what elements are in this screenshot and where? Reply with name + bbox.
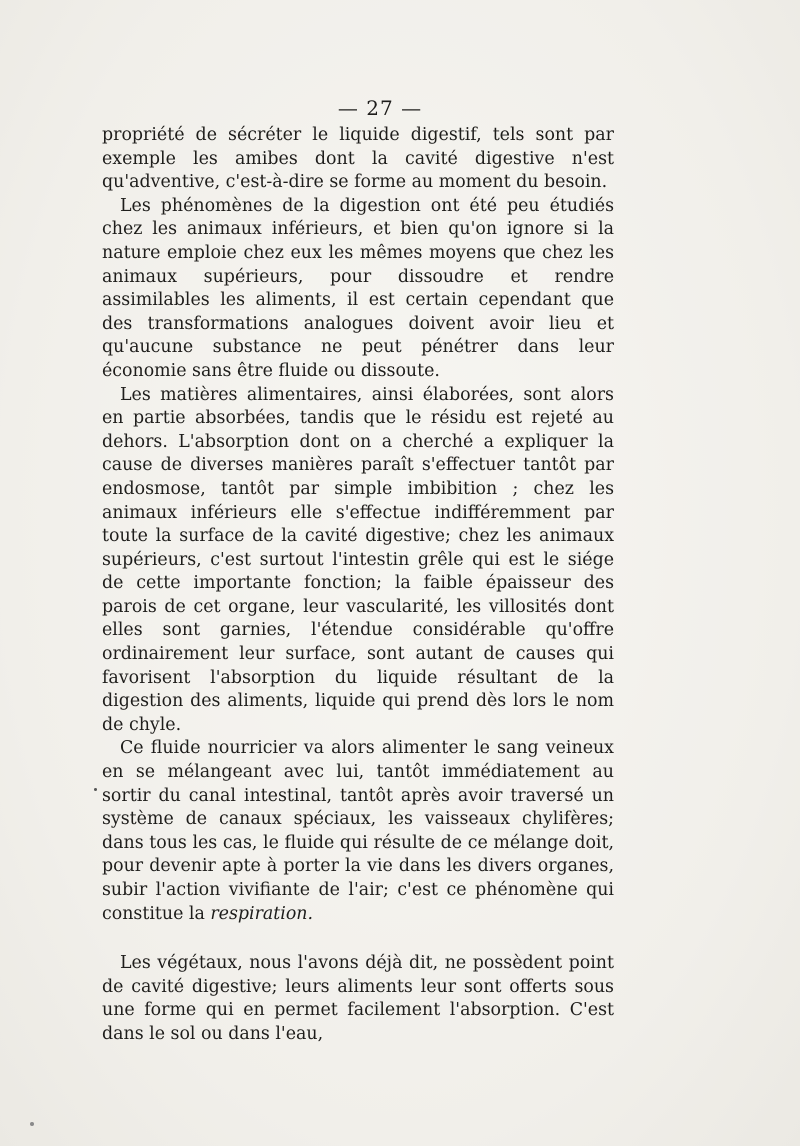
paragraph-respiration xyxy=(102,737,614,926)
paragraph-vegetaux: Les végétaux, nous l'avons déjà dit, ne possèdent point de cavité digestive; leurs aliments leur sont offerts sous une forme qui en permet facilement l'absorption. C'est dans le sol ou dans l'eau, xyxy=(102,953,614,1044)
ink-speck xyxy=(30,1122,34,1126)
paragraph-respiration-text: Ce fluide nourricier va alors alimenter le sang veineux en se mélangeant avec lui, tantôt immédiatement au sortir du canal intestinal, tantôt après avoir traversé un système de canaux spéciaux, les vaisseaux chylifères; dans tous les cas, le fluide qui résulte de ce mélange doit, pour devenir apte à porter la vie dans les divers organes, subir l'action vivifiante de l'air; c'est ce phénomène qui constitue la xyxy=(102,738,614,924)
paragraph-digestion: Les phénomènes de la digestion ont été peu étudiés chez les animaux inférieurs, et bien qu'on ignore si la nature emploie chez eux les mêmes moyens que chez les animaux supérieurs, pour dissoudre et rendre assimilables les aliments, il est certain cependant que des transformations analogues doivent avoir lieu et qu'aucune substance ne peut pénétrer dans leur économie sans être fluide ou dissoute. xyxy=(102,195,614,381)
paragraph-continuation: propriété de sécréter le liquide digestif, tels sont par exemple les amibes dont la cavité digestive n'est qu'adventive, c'est-à-dire se forme au moment du besoin. xyxy=(102,125,614,193)
body-text xyxy=(102,124,614,1047)
respiration-term: respiration. xyxy=(210,903,314,924)
page-number: — 27 — xyxy=(337,96,423,120)
paragraph-absorption: Les matières alimentaires, ainsi élaborées, sont alors en partie absorbées, tandis que le résidu est rejeté au dehors. L'absorption dont on a cherché a expliquer la cause de diverses manières paraît s'effectuer tantôt par endosmose, tantôt par simple imbibition ; chez les animaux inférieurs elle s'effectue indifféremment par toute la surface de la cavité digestive; chez les animaux supérieurs, c'est surtout l'intestin grêle qui est le siége de cette importante fonction; la faible épaisseur des parois de cet organe, leur vascularité, les villosités dont elles sont garnies, l'étendue considérable qu'offre ordinairement leur surface, sont autant de causes qui favorisent l'absorption du liquide résultant de la digestion des aliments, liquide qui prend dès lors le nom de chyle. xyxy=(102,384,614,735)
ink-speck xyxy=(94,788,97,791)
